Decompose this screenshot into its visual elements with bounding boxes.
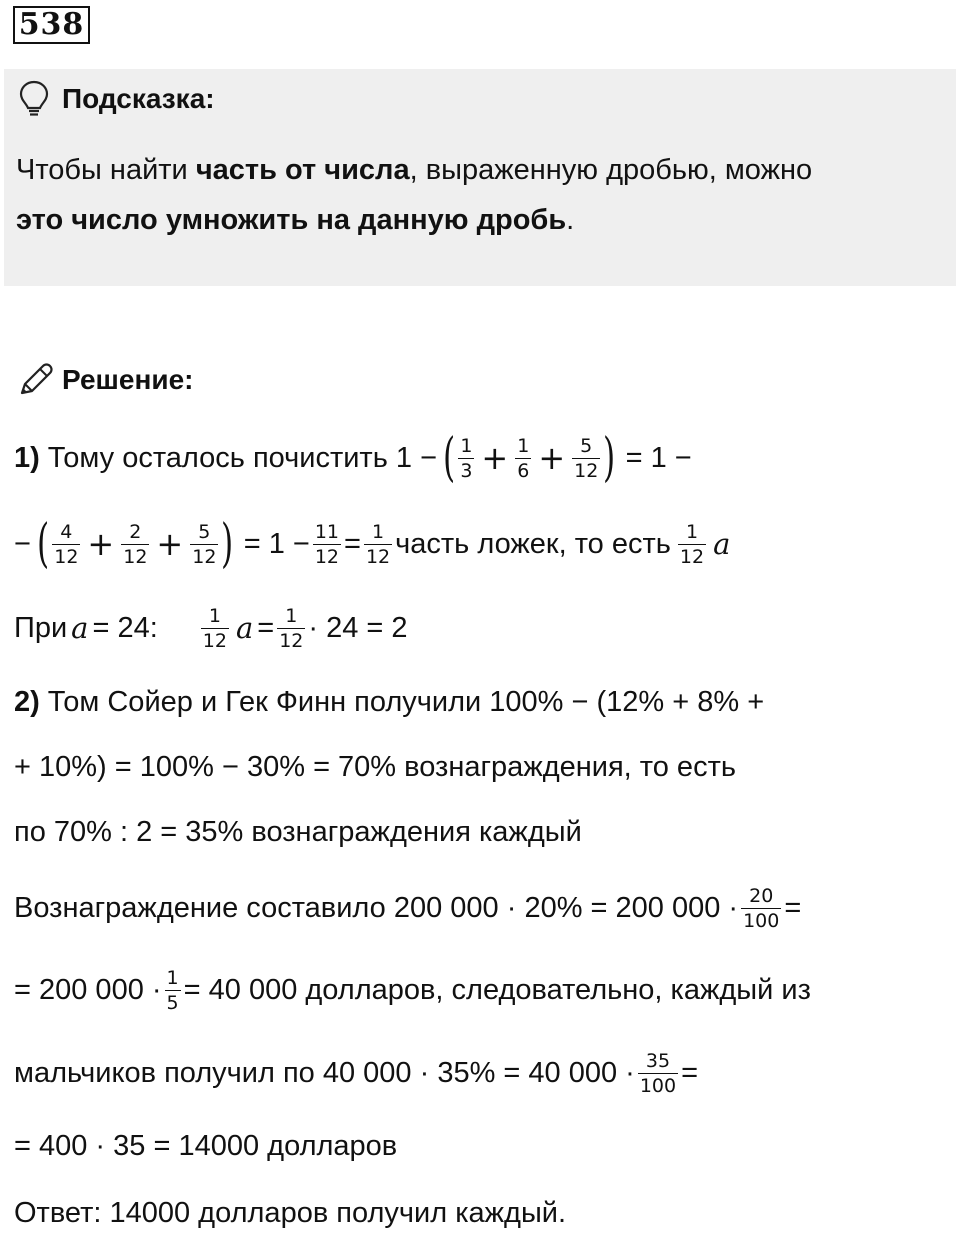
line-text: Том Сойер и Гек Финн получили 100% − (12% + 8% + xyxy=(47,685,765,718)
line-text: Вознаграждение составило 200 000 · 20% = 200 000 · xyxy=(14,891,739,924)
variable-a: a xyxy=(713,527,731,561)
fraction xyxy=(201,605,229,652)
fraction xyxy=(121,521,149,568)
step-number: 1) xyxy=(14,441,40,474)
task-number: 538 xyxy=(13,6,90,44)
hint-text-part: . xyxy=(566,204,575,236)
numerator: 35 xyxy=(645,1049,671,1072)
answer-text: Ответ: 14000 долларов получил каждый. xyxy=(14,1196,567,1229)
denominator: 3 xyxy=(460,459,473,482)
line-text: − xyxy=(14,527,31,560)
denominator: 100 xyxy=(639,1074,677,1097)
fraction xyxy=(678,521,706,568)
plus-sign: + xyxy=(87,525,115,563)
denominator: 12 xyxy=(202,629,227,652)
plus-sign: + xyxy=(538,439,566,477)
line-text: = xyxy=(344,527,361,560)
line-text: = xyxy=(784,891,802,924)
line-text: = 400 · 35 = 14000 долларов xyxy=(14,1129,398,1162)
numerator: 2 xyxy=(129,520,142,543)
solution-line-7 xyxy=(14,878,801,938)
line-text: = 200 000 · xyxy=(14,973,162,1006)
numerator: 5 xyxy=(198,520,211,543)
left-paren: ( xyxy=(36,514,50,574)
denominator: 100 xyxy=(743,909,780,932)
numerator: 1 xyxy=(208,604,221,627)
numerator: 11 xyxy=(314,520,340,543)
solution-line-8 xyxy=(14,960,811,1020)
line-text: · 24 = 2 xyxy=(308,611,408,644)
fraction xyxy=(277,605,305,652)
hint-header xyxy=(18,79,215,119)
numerator: 1 xyxy=(517,434,530,457)
fraction xyxy=(638,1050,678,1097)
answer-line xyxy=(14,1183,566,1243)
denominator: 12 xyxy=(123,545,148,568)
line-text: часть ложек, то есть xyxy=(395,527,671,560)
lightbulb-icon xyxy=(18,80,50,118)
hint-text-bold: часть от числа xyxy=(195,154,410,186)
denominator: 12 xyxy=(574,459,599,482)
fraction xyxy=(572,435,600,482)
solution-line-2 xyxy=(14,514,734,574)
denominator: 12 xyxy=(192,545,217,568)
denominator: 12 xyxy=(279,629,304,652)
denominator: 12 xyxy=(365,545,391,568)
line-text: = xyxy=(681,1056,699,1089)
fraction xyxy=(313,521,341,568)
line-text: Тому осталось почистить 1 − xyxy=(47,441,438,474)
solution-line-3 xyxy=(14,598,408,658)
line-text: + 10%) = 100% − 30% = 70% вознаграждения, то есть xyxy=(14,750,736,783)
pencil-icon xyxy=(16,361,54,399)
numerator: 1 xyxy=(285,604,298,627)
right-paren: ) xyxy=(221,514,234,574)
line-text: = 24: xyxy=(92,611,158,644)
solution-line-4 xyxy=(14,672,764,732)
plus-sign: + xyxy=(156,525,184,563)
solution-line-10 xyxy=(14,1116,397,1176)
numerator: 1 xyxy=(372,520,385,543)
fraction xyxy=(364,521,392,568)
denominator: 12 xyxy=(54,545,79,568)
denominator: 5 xyxy=(166,991,179,1014)
plus-sign: + xyxy=(481,439,509,477)
line-text: = 40 000 долларов, следовательно, каждый из xyxy=(183,973,811,1006)
solution-line-6 xyxy=(14,802,582,862)
line-text: При xyxy=(14,611,68,644)
line-text: мальчиков получил по 40 000 · 35% = 40 000 · xyxy=(14,1056,635,1089)
left-paren: ( xyxy=(443,428,456,488)
solution-line-5 xyxy=(14,737,736,797)
denominator: 6 xyxy=(517,459,530,482)
numerator: 1 xyxy=(460,434,473,457)
line-text: = xyxy=(257,611,275,644)
fraction xyxy=(515,435,531,482)
denominator: 12 xyxy=(679,545,705,568)
right-paren: ) xyxy=(603,428,616,488)
variable-a: a xyxy=(71,611,89,645)
line-text: = 1 − xyxy=(243,527,310,560)
solution-line-9 xyxy=(14,1043,698,1103)
fraction xyxy=(165,967,181,1014)
line-text: по 70% : 2 = 35% вознаграждения каждый xyxy=(14,815,582,848)
numerator: 5 xyxy=(580,434,593,457)
numerator: 20 xyxy=(749,884,774,907)
solution-title: Решение: xyxy=(62,364,194,395)
variable-a: a xyxy=(235,611,254,645)
hint-text-bold: это число умножить на данную дробь xyxy=(16,204,567,236)
numerator: 1 xyxy=(166,966,179,989)
line-text: = 1 − xyxy=(625,441,692,474)
hint-text-part: , выраженную дробью, можно xyxy=(409,154,813,186)
hint-box xyxy=(4,69,956,286)
numerator: 1 xyxy=(685,520,699,543)
solution-line-1 xyxy=(14,428,692,488)
fraction xyxy=(190,521,218,568)
denominator: 12 xyxy=(314,545,340,568)
fraction xyxy=(741,885,781,932)
step-number: 2) xyxy=(14,685,40,718)
hint-title: Подсказка: xyxy=(62,83,215,114)
hint-text-part: Чтобы найти xyxy=(16,154,196,186)
fraction xyxy=(52,521,80,568)
solution-header xyxy=(16,360,193,400)
hint-text xyxy=(16,145,936,245)
numerator: 4 xyxy=(60,520,73,543)
fraction xyxy=(458,435,474,482)
